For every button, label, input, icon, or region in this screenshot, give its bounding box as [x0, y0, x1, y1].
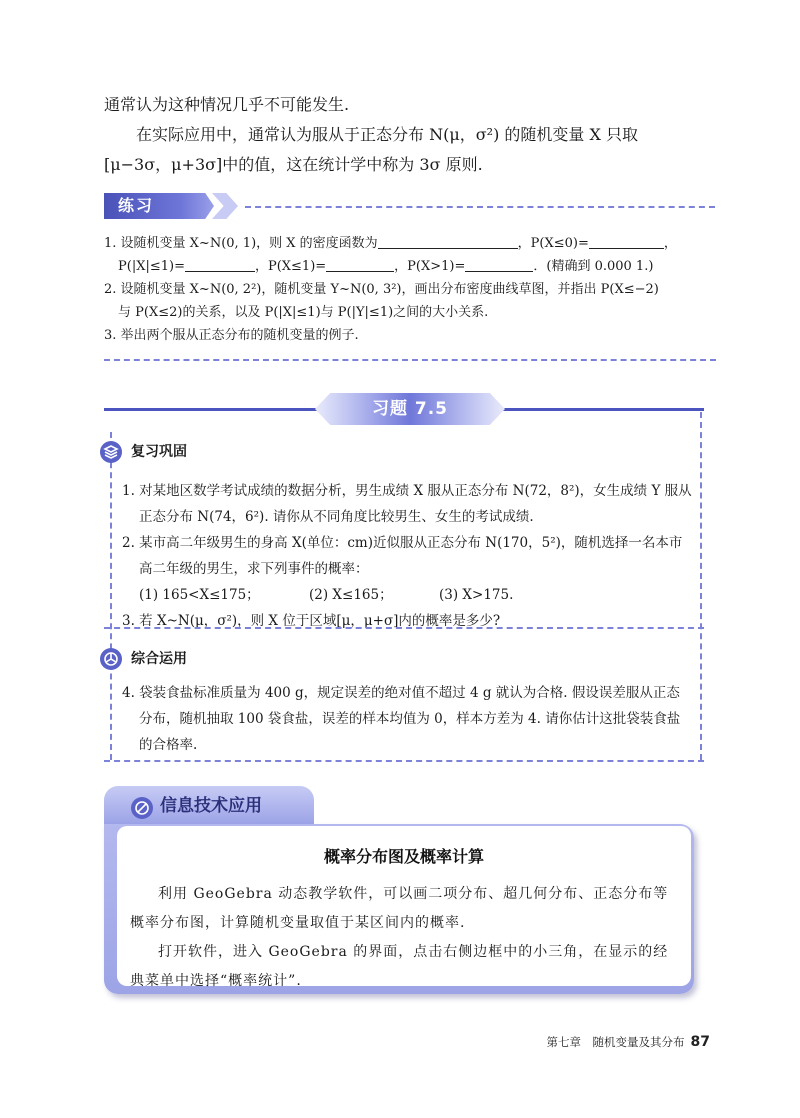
apply-problem-4: 4. 袋装食盐标准质量为 400 g，规定误差的绝对值不超过 4 g 就认为合格. 假设误差服从正态分布，随机抽取 100 袋食盐，误差的样本均值为 0，样本方差为 4. 请你估计这批袋装食盐的合格率.	[122, 685, 681, 753]
option-1: (1) 165<X≤175；	[139, 587, 260, 603]
practice-arrow-icon	[212, 193, 238, 219]
practice-title: 练习	[118, 196, 155, 215]
review-problem-1: 1. 对某地区数学考试成绩的数据分析，男生成绩 X 服从正态分布 N(72，8²)，女生成绩 Y 服从正态分布 N(74，6²). 请你从不同角度比较男生、女生的考试成绩.	[122, 483, 692, 525]
exercise-bottom-divider	[104, 760, 704, 762]
practice-bottom-divider	[104, 359, 716, 361]
review-problem-2: 2. 某市高二年级男生的身高 X(单位：cm)近似服从正态分布 N(170，5²)，随机选择一名本市高二年级的男生，求下列事件的概率：	[122, 535, 683, 577]
intro-line-1: 通常认为这种情况几乎不可能发生.	[104, 95, 350, 114]
intro-line-3: [μ−3σ，μ+3σ]中的值，这在统计学中称为 3σ 原则.	[104, 155, 483, 174]
it-heading: 概率分布图及概率计算	[323, 847, 484, 866]
practice-q2-line-1: 2. 设随机变量 X~N(0, 2²)，随机变量 Y~N(0, 3²)，画出分布密度曲线草图，并指出 P(X≤−2)	[104, 282, 659, 297]
answer-blank[interactable]	[589, 234, 664, 249]
it-icon	[131, 797, 153, 819]
apply-heading: 综合运用	[131, 651, 187, 667]
section-divider	[104, 627, 704, 629]
page-number: 87	[690, 1034, 710, 1050]
practice-q1-line-2: P(|X|≤1)= ，P(X≤1)= ，P(X>1)= ．(精确到 0.000 1.)	[118, 259, 654, 274]
review-heading: 复习巩固	[131, 444, 187, 460]
intro-paragraph	[104, 90, 724, 180]
apply-icon	[100, 648, 122, 670]
exercise-title: 习题 7.5	[371, 399, 449, 419]
it-paragraph-2: 打开软件，进入 GeoGebra 的界面，点击右侧边框中的小三角，在显示的经典菜单中选择“概率统计”.	[130, 944, 669, 989]
review-problem-3: 3. 若 X~N(μ，σ²)，则 X 位于区域[μ，μ+σ]内的概率是多少?	[122, 613, 501, 629]
it-body	[130, 880, 678, 996]
review-problems	[122, 478, 692, 634]
review-icon	[100, 441, 122, 463]
intro-line-2: 在实际应用中，通常认为服从于正态分布 N(μ，σ²) 的随机变量 X 只取	[136, 125, 638, 144]
practice-divider	[245, 206, 715, 208]
answer-blank[interactable]	[326, 257, 394, 272]
exercise-frame-left	[110, 432, 112, 760]
chapter-label: 第七章 随机变量及其分布	[546, 1035, 685, 1049]
answer-blank[interactable]	[465, 257, 533, 272]
apply-problems	[122, 680, 692, 758]
page-footer	[500, 1033, 710, 1051]
answer-blank[interactable]	[185, 257, 255, 272]
option-3: (3) X>175.	[439, 587, 514, 603]
it-paragraph-1: 利用 GeoGebra 动态教学软件，可以画二项分布、超几何分布、正态分布等概率分布图，计算随机变量取值于某区间内的概率.	[130, 886, 669, 931]
practice-q1-line-1: 1. 设随机变量 X~N(0, 1)，则 X 的密度函数为 ，P(X≤0)= ，	[104, 236, 677, 251]
it-tab-title: 信息技术应用	[160, 796, 262, 816]
answer-blank[interactable]	[378, 234, 518, 249]
practice-questions	[104, 232, 724, 347]
exercise-frame-right	[700, 412, 702, 760]
option-2: (2) X≤165；	[309, 587, 393, 603]
practice-q2-line-2: 与 P(X≤2)的关系，以及 P(|X|≤1)与 P(|Y|≤1)之间的大小关系.	[118, 305, 489, 320]
practice-q3: 3. 举出两个服从正态分布的随机变量的例子.	[104, 328, 359, 343]
review-problem-2-options	[122, 582, 692, 608]
